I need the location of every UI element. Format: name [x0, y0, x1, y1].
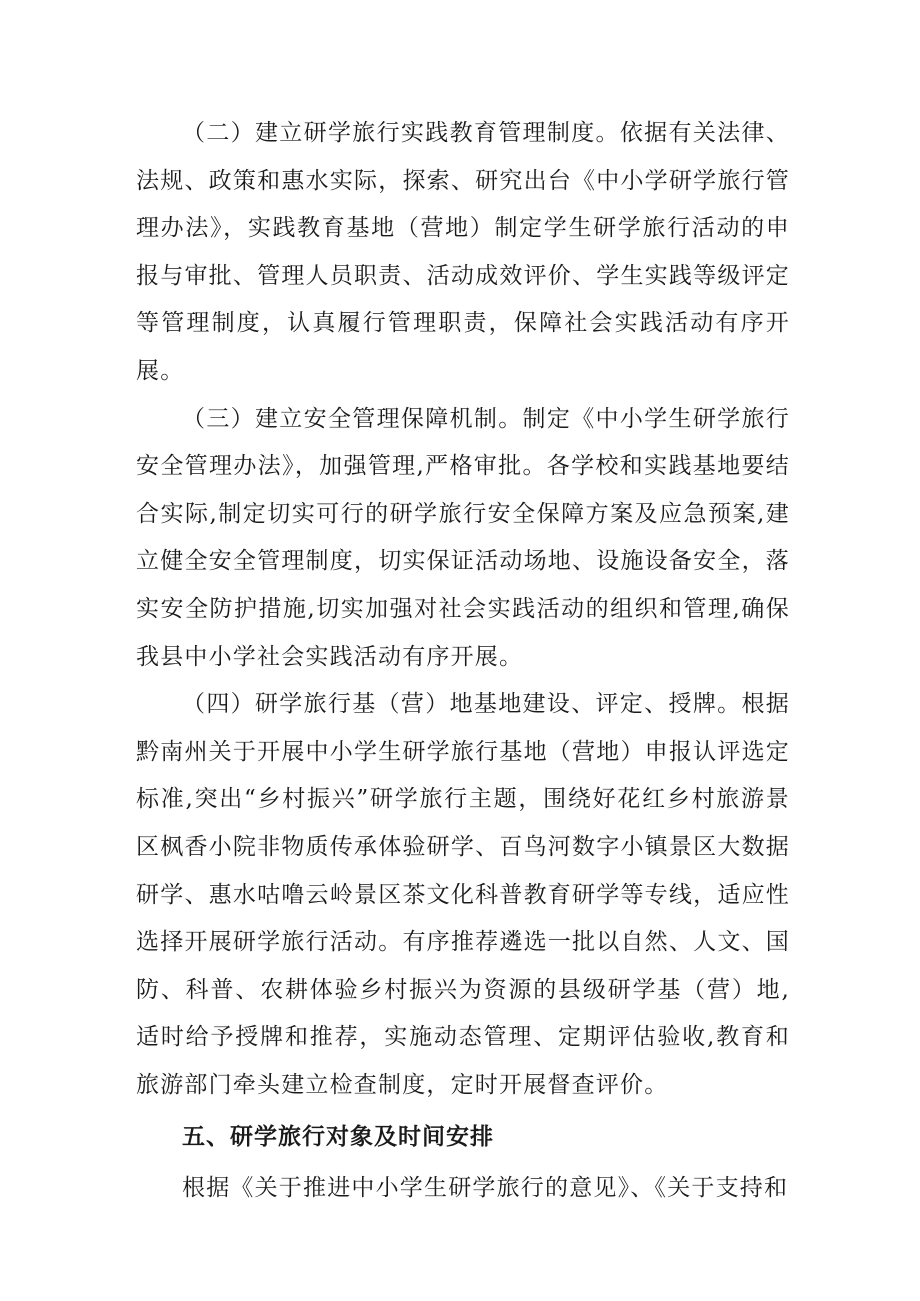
document-body: [136, 110, 790, 1213]
paragraph-safety-mechanism: （三）建立安全管理保障机制。制定《中小学生研学旅行安全管理办法》，加强管理,严格审批。各学校和实践基地要结合实际,制定切实可行的研学旅行安全保障方案及应急预案,建立健全安全管理制度，切实保证活动场地、设施设备安全，落实安全防护措施,切实加强对社会实践活动的组织和管理,确保我县中小学社会实践活动有序开展。: [136, 405, 790, 670]
paragraph-management-system: （二）建立研学旅行实践教育管理制度。依据有关法律、法规、政策和惠水实际，探索、研究出台《中小学研学旅行管理办法》，实践教育基地（营地）制定学生研学旅行活动的申报与审批、管理人员职责、活动成效评价、学生实践等级评定等管理制度，认真履行管理职责，保障社会实践活动有序开展。: [136, 120, 790, 384]
paragraph-base-construction: （四）研学旅行基（营）地基地建设、评定、授牌。根据黔南州关于开展中小学生研学旅行基地（营地）申报认评选定标准,突出“乡村振兴”研学旅行主题，围绕好花红乡村旅游景区枫香小院非物质传承体验研学、百鸟河数字小镇景区大数据研学、惠水咕噜云岭景区茶文化科普教育研学等专线，适应性选择开展研学旅行活动。有序推荐遴选一批以自然、人文、国防、科普、农耕体验乡村振兴为资源的县级研学基（营）地,适时给予授牌和推荐，实施动态管理、定期评估验收,教育和旅游部门牵头建立检查制度，定时开展督查评价。: [136, 691, 790, 1098]
paragraph-trailing: 根据《关于推进中小学生研学旅行的意见》、《关于支持和: [182, 1175, 789, 1202]
section-heading: 五、研学旅行对象及时间安排: [182, 1124, 494, 1151]
